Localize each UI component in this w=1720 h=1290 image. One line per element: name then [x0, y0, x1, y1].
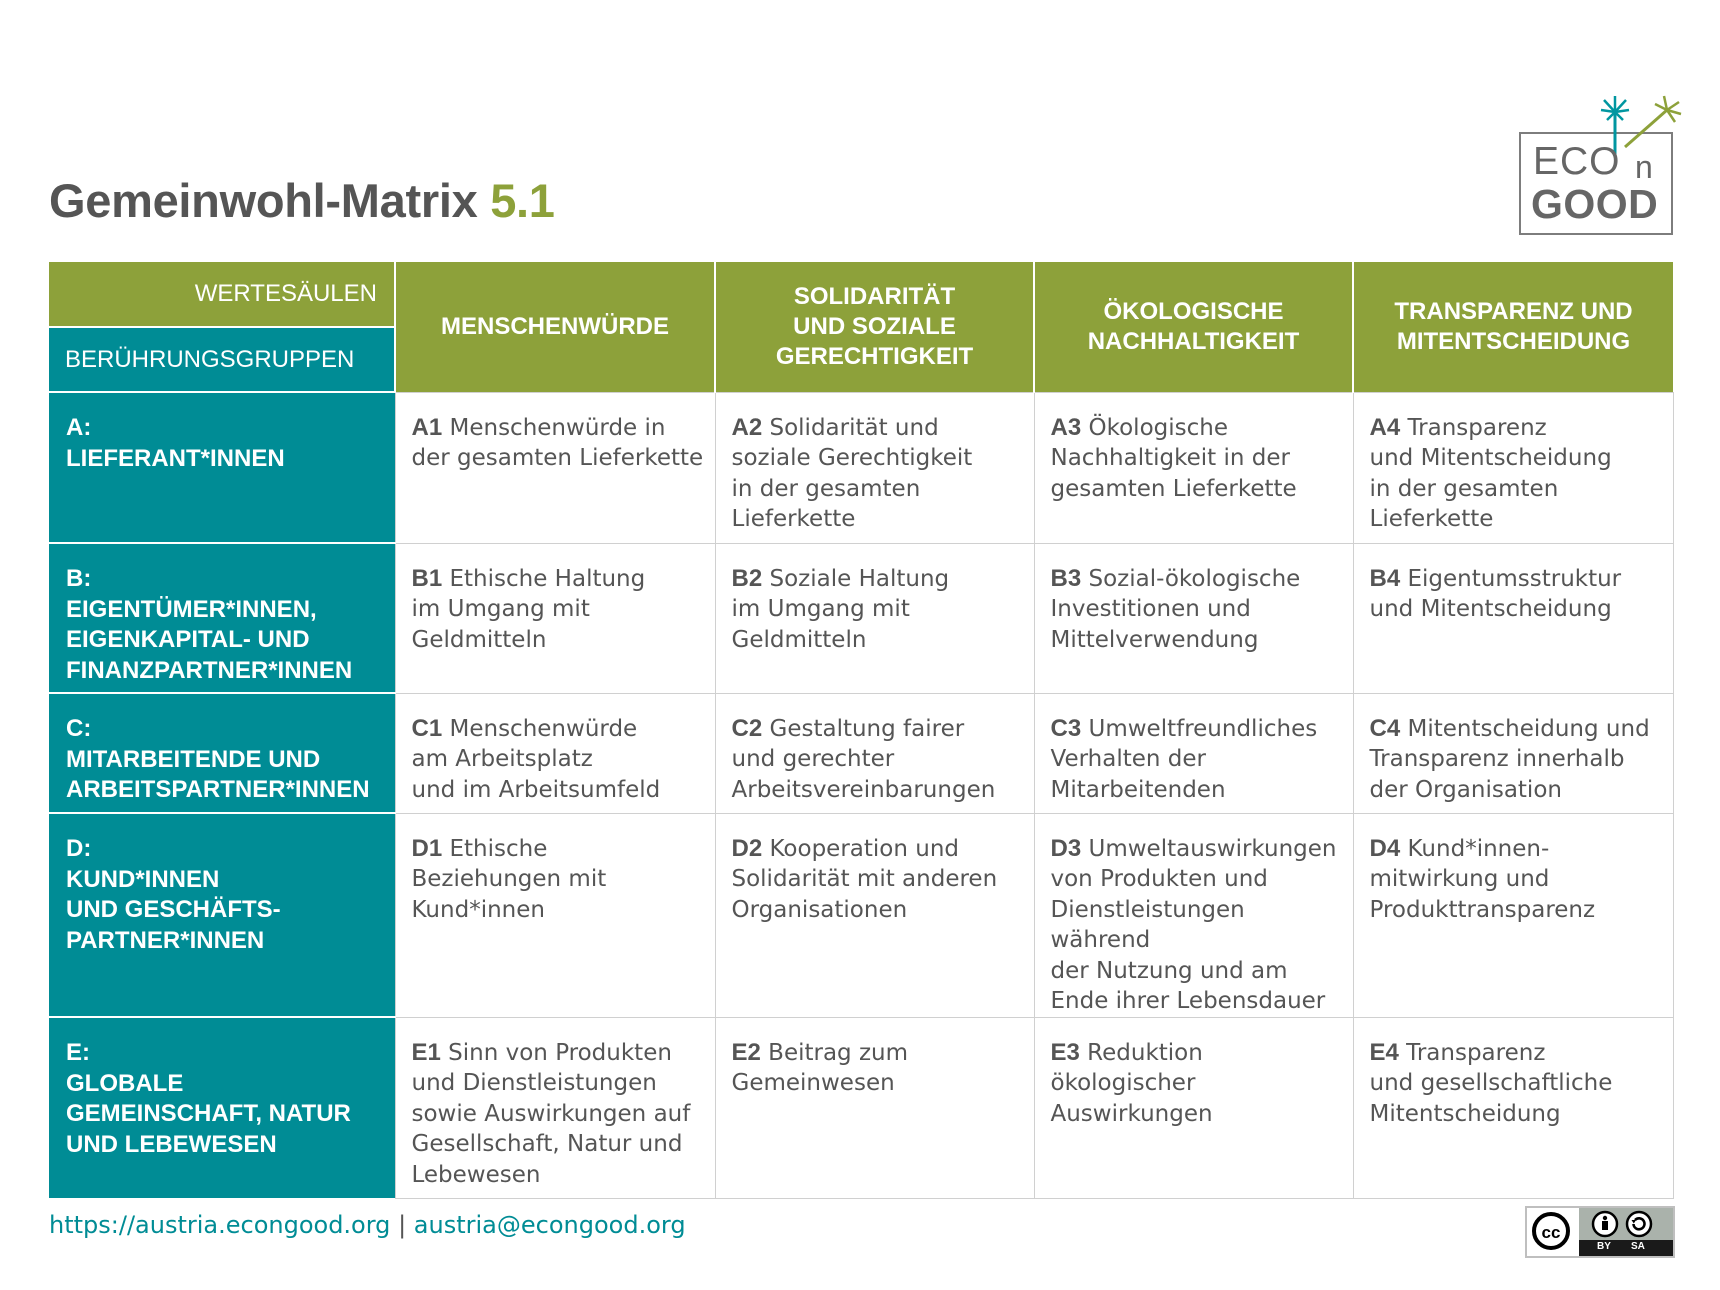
cell-code: C2: [731, 714, 763, 742]
column-header-4: TRANSPARENZ UND MITENTSCHEIDUNG: [1353, 262, 1673, 392]
column-header-3: ÖKOLOGISCHE NACHHALTIGKEIT: [1034, 262, 1353, 392]
econgood-logo: [1509, 92, 1701, 238]
logo-n-text: n: [1635, 149, 1653, 185]
cell-text: Mitentscheidung und Transparenz innerhalb der Organisation: [1369, 715, 1650, 803]
cell-code: B2: [731, 564, 763, 592]
svg-text:cc: cc: [1541, 1223, 1561, 1242]
cell-text: Ethische Beziehungen mit Kund*innen: [411, 835, 607, 923]
cell-code: B3: [1050, 564, 1082, 592]
row-header-d: D: KUND*INNEN UND GESCHÄFTS- PARTNER*INNEN: [49, 813, 395, 1017]
cell-code: E3: [1050, 1038, 1080, 1066]
cell-text: Reduktion ökologischer Auswirkungen: [1050, 1039, 1213, 1127]
cell-text: Menschenwürde am Arbeitsplatz und im Arbeitsumfeld: [411, 715, 661, 803]
license-sa-label: SA: [1631, 1241, 1645, 1252]
cell-code: A3: [1050, 413, 1082, 441]
matrix-row-a: [49, 392, 1673, 543]
row-header-a: A: LIEFERANT*INNEN: [49, 392, 395, 543]
row-header-c: C: MITARBEITENDE UND ARBEITSPARTNER*INNEN: [49, 693, 395, 813]
cell-text: Gestaltung fairer und gerechter Arbeitsvereinbarungen: [731, 715, 996, 803]
cell-text: Menschenwürde in der gesamten Lieferkette: [411, 414, 704, 471]
cell-e3: [1034, 1017, 1353, 1198]
cell-e2: [715, 1017, 1034, 1198]
cell-d2: [715, 813, 1034, 1017]
title-version: 5.1: [490, 174, 555, 227]
cell-code: C1: [411, 714, 443, 742]
page-title: [49, 172, 555, 230]
cell-text: Transparenz und Mitentscheidung in der gesamten Lieferkette: [1369, 414, 1612, 532]
cell-text: Ethische Haltung im Umgang mit Geldmitteln: [411, 565, 646, 653]
cell-c4: [1353, 693, 1673, 813]
cell-code: A4: [1369, 413, 1401, 441]
row-header-e: E: GLOBALE GEMEINSCHAFT, NATUR UND LEBEWESEN: [49, 1017, 395, 1198]
title-text: Gemeinwohl-Matrix: [49, 174, 478, 227]
cell-a1: [395, 392, 715, 543]
cell-code: E1: [411, 1038, 441, 1066]
cell-c1: [395, 693, 715, 813]
cell-a2: [715, 392, 1034, 543]
cell-d3: [1034, 813, 1353, 1017]
logo-good-text: GOOD: [1531, 181, 1659, 227]
cell-code: E2: [731, 1038, 761, 1066]
cell-text: Umweltfreundliches Verhalten der Mitarbeitenden: [1050, 715, 1318, 803]
cell-text: Kooperation und Solidarität mit anderen Organisationen: [731, 835, 998, 923]
cell-b4: [1353, 543, 1673, 693]
cell-code: D4: [1369, 834, 1401, 862]
cell-code: E4: [1369, 1038, 1399, 1066]
cell-a4: [1353, 392, 1673, 543]
logo-eco-text: ECO: [1533, 140, 1621, 183]
cell-text: Sinn von Produkten und Dienstleistungen sowie Auswirkungen auf Gesellschaft, Natur und Lebewesen: [411, 1039, 691, 1188]
footer-separator: |: [398, 1211, 407, 1239]
cell-a3: [1034, 392, 1353, 543]
cell-code: A2: [731, 413, 763, 441]
cell-text: Transparenz und gesellschaftliche Mitentscheidung: [1369, 1039, 1613, 1127]
cell-code: C3: [1050, 714, 1082, 742]
cell-text: Kund*innen- mitwirkung und Produkttransparenz: [1369, 835, 1596, 923]
cell-code: C4: [1369, 714, 1401, 742]
row-header-b: B: EIGENTÜMER*INNEN, EIGENKAPITAL- UND FINANZPARTNER*INNEN: [49, 543, 395, 693]
matrix-row-d: [49, 813, 1673, 1017]
cell-code: D2: [731, 834, 763, 862]
cc-by-sa-license-badge: [1525, 1206, 1675, 1258]
cell-code: D1: [411, 834, 443, 862]
matrix-row-c: [49, 693, 1673, 813]
column-header-1: MENSCHENWÜRDE: [395, 262, 715, 392]
cell-b1: [395, 543, 715, 693]
cell-code: B1: [411, 564, 443, 592]
matrix-row-e: [49, 1017, 1673, 1198]
cell-b2: [715, 543, 1034, 693]
cell-code: D3: [1050, 834, 1082, 862]
cell-text: Umweltauswirkungen von Produkten und Dienstleistungen während der Nutzung und am Ende ihrer Lebensdauer: [1050, 835, 1337, 1014]
corner-groups-label: BERÜHRUNGSGRUPPEN: [49, 327, 395, 392]
matrix-row-b: [49, 543, 1673, 693]
cell-d4: [1353, 813, 1673, 1017]
cell-text: Eigentumsstruktur und Mitentscheidung: [1369, 565, 1622, 622]
license-by-label: BY: [1597, 1241, 1611, 1252]
footer-email-link[interactable]: austria@econgood.org: [413, 1211, 686, 1239]
cell-text: Beitrag zum Gemeinwesen: [731, 1039, 909, 1096]
corner-values-label: WERTESÄULEN: [49, 262, 395, 327]
cell-e4: [1353, 1017, 1673, 1198]
footer-contact: [49, 1210, 686, 1240]
cell-b3: [1034, 543, 1353, 693]
cell-code: A1: [411, 413, 443, 441]
cell-c3: [1034, 693, 1353, 813]
cell-d1: [395, 813, 715, 1017]
gemeinwohl-matrix-table: [49, 262, 1674, 1199]
cell-text: Sozial-ökologische Investitionen und Mittelverwendung: [1050, 565, 1301, 653]
cell-text: Soziale Haltung im Umgang mit Geldmitteln: [731, 565, 950, 653]
cell-e1: [395, 1017, 715, 1198]
column-header-2: SOLIDARITÄT UND SOZIALE GERECHTIGKEIT: [715, 262, 1034, 392]
cell-text: Solidarität und soziale Gerechtigkeit in der gesamten Lieferkette: [731, 414, 973, 532]
footer-url-link[interactable]: https://austria.econgood.org: [49, 1211, 391, 1239]
cell-code: B4: [1369, 564, 1401, 592]
cell-c2: [715, 693, 1034, 813]
cell-text: Ökologische Nachhaltigkeit in der gesamten Lieferkette: [1050, 414, 1297, 502]
